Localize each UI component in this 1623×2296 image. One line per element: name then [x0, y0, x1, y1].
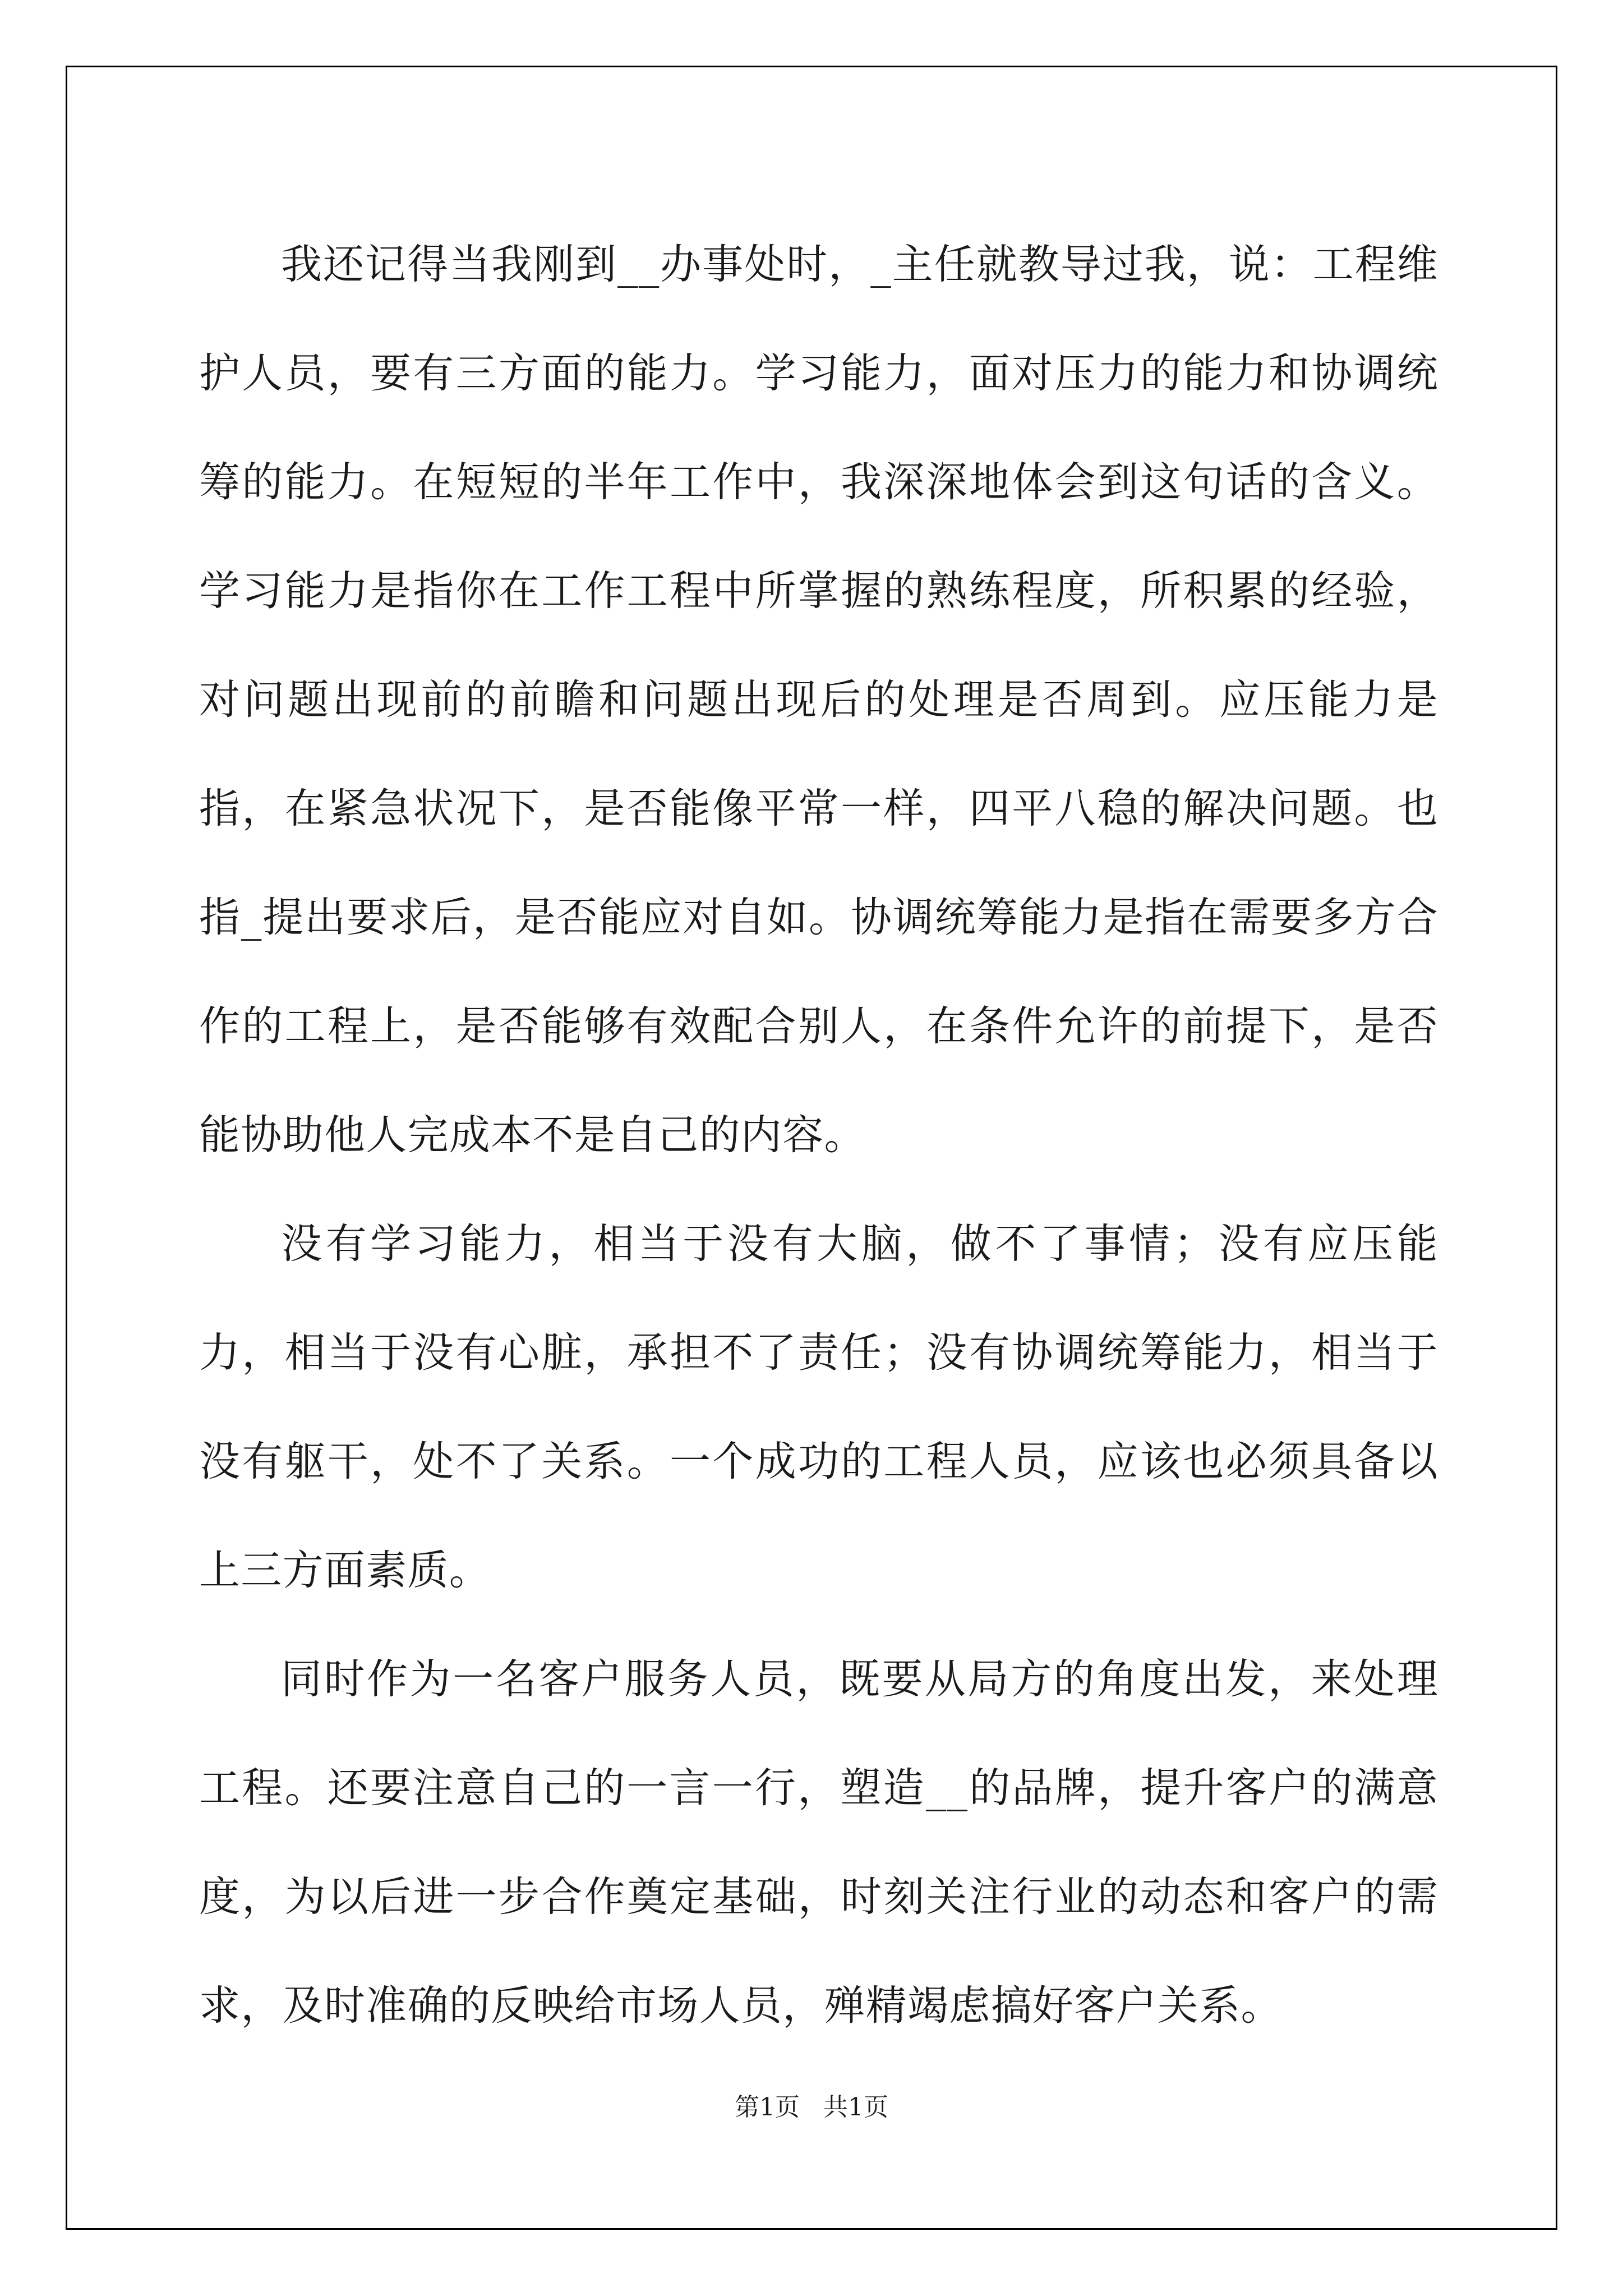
- document-body: [199, 210, 1438, 2060]
- paragraph-2: 没有学习能力，相当于没有大脑，做不了事情；没有应压能力，相当于没有心脏，承担不了责任；没有协调统筹能力，相当于没有躯干，处不了关系。一个成功的工程人员，应该也必须具备以上三方面素质。: [199, 1220, 1438, 1594]
- paragraph-3: 同时作为一名客户服务人员，既要从局方的角度出发，来处理工程。还要注意自己的一言一行，塑造__的品牌，提升客户的满意度，为以后进一步合作奠定基础，时刻关注行业的动态和客户的需求，及时准确的反映给市场人员，殚精竭虑搞好客户关系。: [199, 1655, 1438, 2030]
- page-total: 共1页: [823, 2093, 888, 2122]
- paragraph-1: 我还记得当我刚到__办事处时，_主任就教导过我，说：工程维护人员，要有三方面的能力。学习能力，面对压力的能力和协调统筹的能力。在短短的半年工作中，我深深地体会到这句话的含义。学习能力是指你在工作工程中所掌握的熟练程度，所积累的经验，对问题出现前的前瞻和问题出现后的处理是否周到。应压能力是指，在紧急状况下，是否能像平常一样，四平八稳的解决问题。也指_提出要求后，是否能应对自如。协调统筹能力是指在需要多方合作的工程上，是否能够有效配合别人，在条件允许的前提下，是否能协助他人完成本不是自己的内容。: [199, 241, 1438, 1159]
- page-footer: [0, 2087, 1623, 2123]
- page-number: 第1页: [735, 2093, 800, 2122]
